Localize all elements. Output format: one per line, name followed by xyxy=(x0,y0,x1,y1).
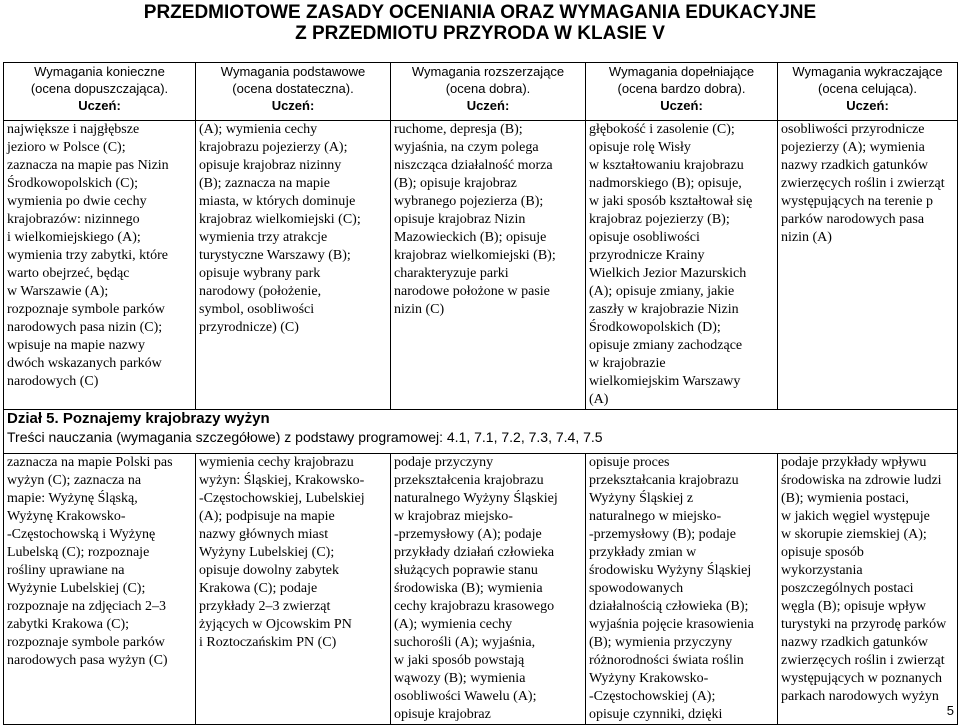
cell-line: -przemysłowy (A); podaje xyxy=(394,527,542,542)
cell-line: opisuje dowolny zabytek xyxy=(199,563,339,578)
cell-line: zwierzęcych roślin i zwierząt xyxy=(781,176,945,191)
header-podstawowe: Wymagania podstawowe (ocena dostateczna). Uczeń: xyxy=(196,63,391,121)
cell-line: poszczególnych postaci xyxy=(781,581,914,596)
cell-line: zwierzęcych roślin i zwierząt xyxy=(781,653,945,668)
header-dopelniajace: Wymagania dopełniające (ocena bardzo dobra). Uczeń: xyxy=(586,63,778,121)
requirements-row-nizin xyxy=(4,121,958,410)
cell-line: jezioro w Polsce (C); xyxy=(7,140,126,155)
cell-line: -Częstochowskiej, Lubelskiej xyxy=(199,491,365,506)
cell-line: opisuje osobliwości xyxy=(589,230,700,245)
cell-line: przekształcenia krajobrazu xyxy=(394,473,544,488)
cell-line: naturalnego Wyżyny Śląskiej xyxy=(394,491,558,506)
cell-line: Mazowieckich (B); opisuje xyxy=(394,230,547,245)
page-number: 5 xyxy=(946,703,954,718)
cell-line: wyjaśnia, na czym polega xyxy=(394,140,539,155)
cell-line: narodowych (C) xyxy=(7,374,99,389)
cell-line: głębokość i zasolenie (C); xyxy=(589,122,735,137)
cell-line: Wielkich Jezior Mazurskich xyxy=(589,266,747,281)
cell-line: przykłady działań człowieka xyxy=(394,545,555,560)
cell-line: w kształtowaniu krajobrazu xyxy=(589,158,744,173)
cell-line: suchorośli (A); wyjaśnia, xyxy=(394,635,536,650)
cell-line: (A); opisuje zmiany, jakie xyxy=(589,284,735,299)
cell-rozszerzajace xyxy=(391,121,586,410)
cell-line: podaje przyczyny xyxy=(394,455,494,470)
cell-wykraczajace xyxy=(778,121,958,410)
cell-line: zaszły w krajobrazie Nizin xyxy=(589,302,739,317)
cell-line: narodowy (położenie, xyxy=(199,284,322,299)
cell-line: wymienia trzy zabytki, które xyxy=(7,248,168,263)
document-title: PRZEDMIOTOWE ZASADY OCENIANIA ORAZ WYMAGANIA EDUKACYJNE xyxy=(143,2,817,23)
cell-line: rozpoznaje na zdjęciach 2–3 xyxy=(7,599,166,614)
cell-line: -przemysłowy (B); podaje xyxy=(589,527,736,542)
section-title: Dział 5. Poznajemy krajobrazy wyżyn xyxy=(7,410,270,427)
cell-line: -Częstochowską i Wyżynę xyxy=(7,527,156,542)
cell-line: dwóch wskazanych parków xyxy=(7,356,162,371)
cell-line: w krajobraz miejsko- xyxy=(394,509,513,524)
cell-konieczne xyxy=(4,121,196,410)
cell-line: występujących w poznanych xyxy=(781,671,942,686)
cell-line: służących poprawie stanu xyxy=(394,563,538,578)
cell-line: wymienia cechy krajobrazu xyxy=(199,455,354,470)
cell-line: osobliwości Wawelu (A); xyxy=(394,689,537,704)
cell-line: wąwozy (B); wymienia xyxy=(394,671,526,686)
cell-konieczne xyxy=(4,454,196,725)
cell-line: krajobraz pojezierzy (B); xyxy=(589,212,730,227)
cell-line: opisuje wybrany park xyxy=(199,266,321,281)
cell-line: nazwy rzadkich gatunków xyxy=(781,158,928,173)
cell-line: (A) xyxy=(589,392,609,407)
cell-line: (B); zaznacza na mapie xyxy=(199,176,330,191)
cell-line: (B); opisuje krajobraz xyxy=(394,176,517,191)
cell-line: węgla (B); opisuje wpływ xyxy=(781,599,927,614)
cell-line: wyżyn (C); zaznacza na xyxy=(7,473,142,488)
cell-line: największe i najgłębsze xyxy=(7,122,140,137)
header-rozszerzajace: Wymagania rozszerzające (ocena dobra). Uczeń: xyxy=(391,63,586,121)
cell-line: opisuje rolę Wisły xyxy=(589,140,691,155)
cell-line: w jaki sposób powstają xyxy=(394,653,525,668)
cell-line: parkach narodowych wyżyn xyxy=(781,689,939,704)
cell-line: Środkowopolskich (C); xyxy=(7,176,139,191)
cell-line: symbol, osobliwości xyxy=(199,302,315,317)
cell-line: przyrodnicze) (C) xyxy=(199,320,299,335)
cell-line: opisuje krajobraz nizinny xyxy=(199,158,342,173)
section-header xyxy=(4,410,958,454)
section-row xyxy=(4,410,958,454)
cell-line: (A); podpisuje na mapie xyxy=(199,509,335,524)
header-wykraczajace: Wymagania wykraczające (ocena celująca). Uczeń: xyxy=(778,63,958,121)
cell-line: Wyżynę Krakowsko- xyxy=(7,509,126,524)
cell-line: podaje przykłady wpływu xyxy=(781,455,927,470)
cell-line: opisuje czynniki, dzięki xyxy=(589,707,723,722)
cell-line: krajobrazu pojezierzy (A); xyxy=(199,140,348,155)
cell-line: (B); wymienia przyczyny xyxy=(589,635,733,650)
section-subtitle: Treści nauczania (wymagania szczegółowe) z podstawy programowej: 4.1, 7.1, 7.2, 7.3, 7.4, 7.5 xyxy=(7,429,603,445)
cell-line: Krakowa (C); podaje xyxy=(199,581,318,596)
cell-line: krajobraz wielkomiejski (B); xyxy=(394,248,556,263)
cell-dopelniajace xyxy=(586,121,778,410)
cell-line: środowiska (B); wymienia xyxy=(394,581,543,596)
cell-line: (A); wymienia cechy xyxy=(394,617,513,632)
cell-line: Wyżyny Krakowsko- xyxy=(589,671,709,686)
cell-line: wybranego pojezierza (B); xyxy=(394,194,544,209)
cell-line: opisuje sposób xyxy=(781,545,864,560)
cell-line: i Roztoczańskim PN (C) xyxy=(199,635,337,650)
cell-line: występujących na terenie p xyxy=(781,194,933,209)
cell-line: krajobraz wielkomiejski (C); xyxy=(199,212,361,227)
cell-line: nazwy rzadkich gatunków xyxy=(781,635,928,650)
cell-line: przekształcania krajobrazu xyxy=(589,473,739,488)
cell-rozszerzajace xyxy=(391,454,586,725)
cell-line: narodowych pasa nizin (C); xyxy=(7,320,163,335)
cell-line: Środkowopolskich (D); xyxy=(589,320,721,335)
cell-line: parków narodowych pasa xyxy=(781,212,925,227)
cell-line: osobliwości przyrodnicze xyxy=(781,122,925,137)
cell-line: Wyżynie Lubelskiej (C); xyxy=(7,581,146,596)
cell-line: pojezierzy (A); wymienia xyxy=(781,140,925,155)
requirements-table xyxy=(3,62,958,725)
cell-line: wymienia po dwie cechy xyxy=(7,194,147,209)
cell-line: opisuje krajobraz Nizin xyxy=(394,212,526,227)
cell-line: przyrodnicze Krainy xyxy=(589,248,705,263)
cell-line: cechy krajobrazu krasowego xyxy=(394,599,555,614)
cell-line: w krajobrazie xyxy=(589,356,666,371)
cell-line: miasta, w których dominuje xyxy=(199,194,356,209)
cell-line: rozpoznaje symbole parków xyxy=(7,635,165,650)
cell-line: przykłady 2–3 zwierząt xyxy=(199,599,331,614)
cell-line: Wyżyny Lubelskiej (C); xyxy=(199,545,335,560)
cell-line: turystyki na przyrodę parków xyxy=(781,617,947,632)
cell-line: narodowych pasa wyżyn (C) xyxy=(7,653,168,668)
cell-line: niszcząca działalność morza xyxy=(394,158,553,173)
cell-line: wykorzystania xyxy=(781,563,863,578)
cell-line: przykłady zmian w xyxy=(589,545,697,560)
cell-line: -Częstochowskiej (A); xyxy=(589,689,716,704)
cell-line: opisuje krajobraz xyxy=(394,707,491,722)
cell-line: charakteryzuje parki xyxy=(394,266,509,281)
cell-line: środowisku Wyżyny Śląskiej xyxy=(589,563,752,578)
document-subtitle: Z PRZEDMIOTU PRZYRODA W KLASIE V xyxy=(295,23,665,44)
cell-line: wpisuje na mapie nazwy xyxy=(7,338,146,353)
requirements-row-wyzyn xyxy=(4,454,958,725)
header-konieczne: Wymagania konieczne (ocena dopuszczająca). Uczeń: xyxy=(4,63,196,121)
cell-line: nizin (C) xyxy=(394,302,445,317)
cell-line: rośliny uprawiane na xyxy=(7,563,125,578)
cell-wykraczajace xyxy=(778,454,958,725)
cell-line: narodowe położone w pasie xyxy=(394,284,550,299)
cell-line: i wielkomiejskiego (A); xyxy=(7,230,141,245)
cell-line: ruchome, depresja (B); xyxy=(394,122,523,137)
cell-line: wymienia trzy atrakcje xyxy=(199,230,328,245)
cell-line: nizin (A) xyxy=(781,230,832,245)
cell-line: w jakich węgiel występuje xyxy=(781,509,930,524)
cell-line: zaznacza na mapie pas Nizin xyxy=(7,158,169,173)
cell-line: turystyczne Warszawy (B); xyxy=(199,248,351,263)
cell-line: żyjących w Ojcowskim PN xyxy=(199,617,352,632)
cell-line: spowodowanych xyxy=(589,581,684,596)
cell-dopelniajace xyxy=(586,454,778,725)
cell-line: w skorupie ziemskiej (A); xyxy=(781,527,927,542)
cell-line: różnorodności świata roślin xyxy=(589,653,744,668)
cell-line: nadmorskiego (B); opisuje, xyxy=(589,176,742,191)
cell-line: wyjaśnia pojęcie krasowienia xyxy=(589,617,754,632)
cell-line: nazwy głównych miast xyxy=(199,527,329,542)
cell-line: w Warszawie (A); xyxy=(7,284,109,299)
cell-line: rozpoznaje symbole parków xyxy=(7,302,165,317)
cell-line: naturalnego w miejsko- xyxy=(589,509,722,524)
cell-line: zabytki Krakowa (C); xyxy=(7,617,130,632)
cell-line: wielkomiejskim Warszawy xyxy=(589,374,741,389)
cell-line: opisuje zmiany zachodzące xyxy=(589,338,743,353)
cell-podstawowe xyxy=(196,454,391,725)
cell-line: Lubelską (C); rozpoznaje xyxy=(7,545,150,560)
cell-line: opisuje proces xyxy=(589,455,670,470)
cell-line: mapie: Wyżynę Śląską, xyxy=(7,491,138,506)
header-row xyxy=(4,63,958,121)
cell-line: zaznacza na mapie Polski pas xyxy=(7,455,173,470)
cell-line: (A); wymienia cechy xyxy=(199,122,318,137)
cell-line: Wyżyny Śląskiej z xyxy=(589,491,694,506)
cell-line: wyżyn: Śląskiej, Krakowsko- xyxy=(199,473,365,488)
cell-line: (B); wymienia postaci, xyxy=(781,491,909,506)
cell-podstawowe xyxy=(196,121,391,410)
cell-line: warto obejrzeć, będąc xyxy=(7,266,130,281)
cell-line: środowiska na zdrowie ludzi xyxy=(781,473,942,488)
cell-line: w jaki sposób kształtował się xyxy=(589,194,753,209)
cell-line: krajobrazów: nizinnego xyxy=(7,212,140,227)
cell-line: działalnością człowieka (B); xyxy=(589,599,749,614)
